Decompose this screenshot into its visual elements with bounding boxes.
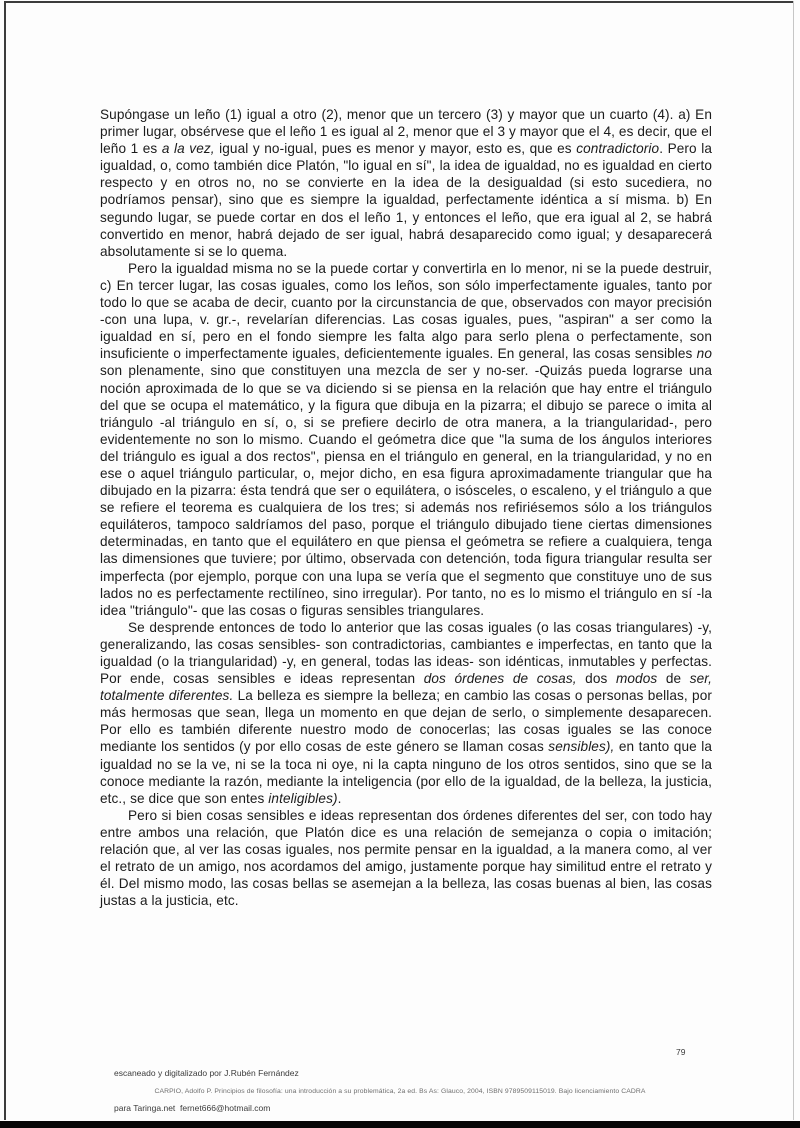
text-segment: . <box>337 790 342 806</box>
italic-text-segment: ser, totalmente diferentes. <box>100 671 712 704</box>
paragraph <box>100 619 712 807</box>
italic-text-segment: dos órdenes de cosas, <box>423 671 577 687</box>
text-segment: en tanto que la igualdad no se la ve, ni se la toca ni oye, ni la capta ninguno de los otros sentidos, sino que se la conoce mediante la razón, mediante la inteligencia (por ello de la igualdad, de la belleza, la justicia, etc., se dice que son entes <box>100 739 712 806</box>
paragraph <box>100 106 712 260</box>
italic-text-segment: inteligibles) <box>268 790 338 806</box>
page-border-left <box>4 1 6 1120</box>
text-segment: dos <box>576 671 616 687</box>
text-segment: son plenamente, sino que constituyen una mezcla de ser y no-ser. -Quizás pueda lograrse una noción aproximada de lo que se va diciendo si se piensa en la relación que hay entre el triángulo del que se ocupa el matemático, y la figura que dibuja en la pizarra; el dibujo se parece o imita al triángulo -al triángulo en sí, o, si se prefiere decirlo de otra manera, a la triangularidad-, pero evidentemente no son lo mismo. Cuando el geómetra dice que "la suma de los ángulos interiores del triángulo es igual a dos rectos", piensa en el triángulo en general, en la triangularidad, y no en ese o aquel triángulo particular, o, mejor dicho, en esa figura aproximadamente triangular que ha dibujado en la pizarra: ésta tendrá que ser o equilátera, o isósceles, o escaleno, y el triángulo a que se refiere el teorema es cualquiera de los tres; si además nos refiriésemos sólo a los triángulos equiláteros, tampoco saldríamos del paso, porque el triángulo dibujado tiene ciertas dimensiones determinadas, en tanto que el equilátero en que piensa el geómetra se refiere a cualquiera, tenga las dimensiones que tuviere; por último, observada con detención, toda figura triangular resulta ser imperfecta (por ejemplo, porque con una lupa se vería que el segmento que constituye uno de sus lados no es perfectamente rectilíneo, sino irregular). Por tanto, no es lo mismo el triángulo en sí -la idea "triángulo"- que las cosas o figuras sensibles triangulares. <box>100 363 712 618</box>
italic-text-segment: a la vez, <box>161 141 215 157</box>
italic-text-segment: contradictorio <box>576 141 660 157</box>
text-segment: Supóngase un leño (1) igual a otro (2), menor que un tercero (3) y mayor que un cuarto (4). a) En primer lugar, obsérvese que el leño 1 es igual al 2, menor que el 3 y mayor que el 4, es decir, que el leño 1 es <box>100 107 712 157</box>
text-segment: Pero si bien cosas sensibles e ideas representan dos órdenes diferentes del ser, con todo hay entre ambos una relación, que Platón dice es una relación de semejanza o copia o imitación; relación que, al ver las cosas iguales, nos permite pensar en la igualdad, a la manera como, al ver el retrato de un amigo, nos acordamos del amigo, justamente porque hay similitud entre el retrato y él. Del mismo modo, las cosas bellas se asemejan a la belleza, las cosas buenas al bien, las cosas justas a la justicia, etc. <box>100 807 712 909</box>
text-segment: Pero la igualdad misma no se la puede cortar y convertirla en lo menor, ni se la puede destruir, c) En tercer lugar, las cosas iguales, como los leños, son sólo imperfectamente iguales, tanto por todo lo que se acaba de decir, cuanto por la circunstancia de que, observados con mayor precisión -con una lupa, v. gr.-, revelarían diferencias. Las cosas iguales, pues, "aspiran" a ser como la igualdad en sí, pero en el fondo siempre les falta algo para serlo plena o perfectamente, son insuficiente o imperfectamente iguales, deficientemente iguales. En general, las cosas sensibles <box>100 260 712 362</box>
italic-text-segment: modos <box>615 671 658 687</box>
italic-text-segment: no <box>696 346 712 362</box>
text-segment: igual y no-igual, pues es menor y mayor, esto es, que es <box>214 141 577 157</box>
text-block <box>100 106 712 909</box>
text-segment: . Pero la igualdad, o, como también dice Platón, "lo igual en sí", la idea de igualdad, no es igualdad en cierto respecto y en otros no, no se convierte en la idea de la desigualdad (si esto sucediera, no podríamos pensar), sino que es siempre la igualdad, perfectamente idéntica a sí misma. b) En segundo lugar, se puede cortar en dos el leño 1, y entonces el leño, que era igual al 2, se habrá convertido en menor, habrá dejado de ser igual, habrá desaparecido como igual; y desaparecerá absolutamente si se lo quema. <box>100 141 713 259</box>
italic-text-segment: sensibles), <box>548 739 615 755</box>
scanner-credit-line2: para Taringa.net fernet666@hotmail.com <box>114 1102 271 1113</box>
text-segment: de <box>657 671 690 687</box>
page-border-top <box>4 1 794 3</box>
page-border-right <box>793 1 794 1120</box>
book-citation: CARPIO, Adolfo P. Principios de filosofía: una introducción a su problemática, 2a ed. Bs As: Glauco, 2004, ISBN 9789509115019. Bajo licenciamiento CADRA <box>154 1088 646 1095</box>
scanner-credit <box>114 1045 299 1126</box>
text-segment: La belleza es siempre la belleza; en cambio las cosas o personas bellas, por más hermosas que sean, llega un momento en que dejan de serlo, o simplemente desaparecen. Por ello es también diferente nuestro modo de conocerlas; las cosas iguales se las conoce mediante los sentidos (y por ello cosas de este género se llaman cosas <box>100 688 712 755</box>
paragraph <box>100 260 712 619</box>
paragraph <box>100 807 712 910</box>
page-number: 79 <box>676 1047 686 1057</box>
text-segment: Se desprende entonces de todo lo anterior que las cosas iguales (o las cosas triangulares) -y, generalizando, las cosas sensibles- son contradictorias, cambiantes e imperfectas, en tanto que la igualdad (o la triangularidad) -y, en general, todas las ideas- son idénticas, inmutables y perfectas. Por ende, cosas sensibles e ideas representan <box>100 619 712 687</box>
scanner-credit-line1: escaneado y digitalizado por J.Rubén Fernández <box>114 1068 299 1078</box>
